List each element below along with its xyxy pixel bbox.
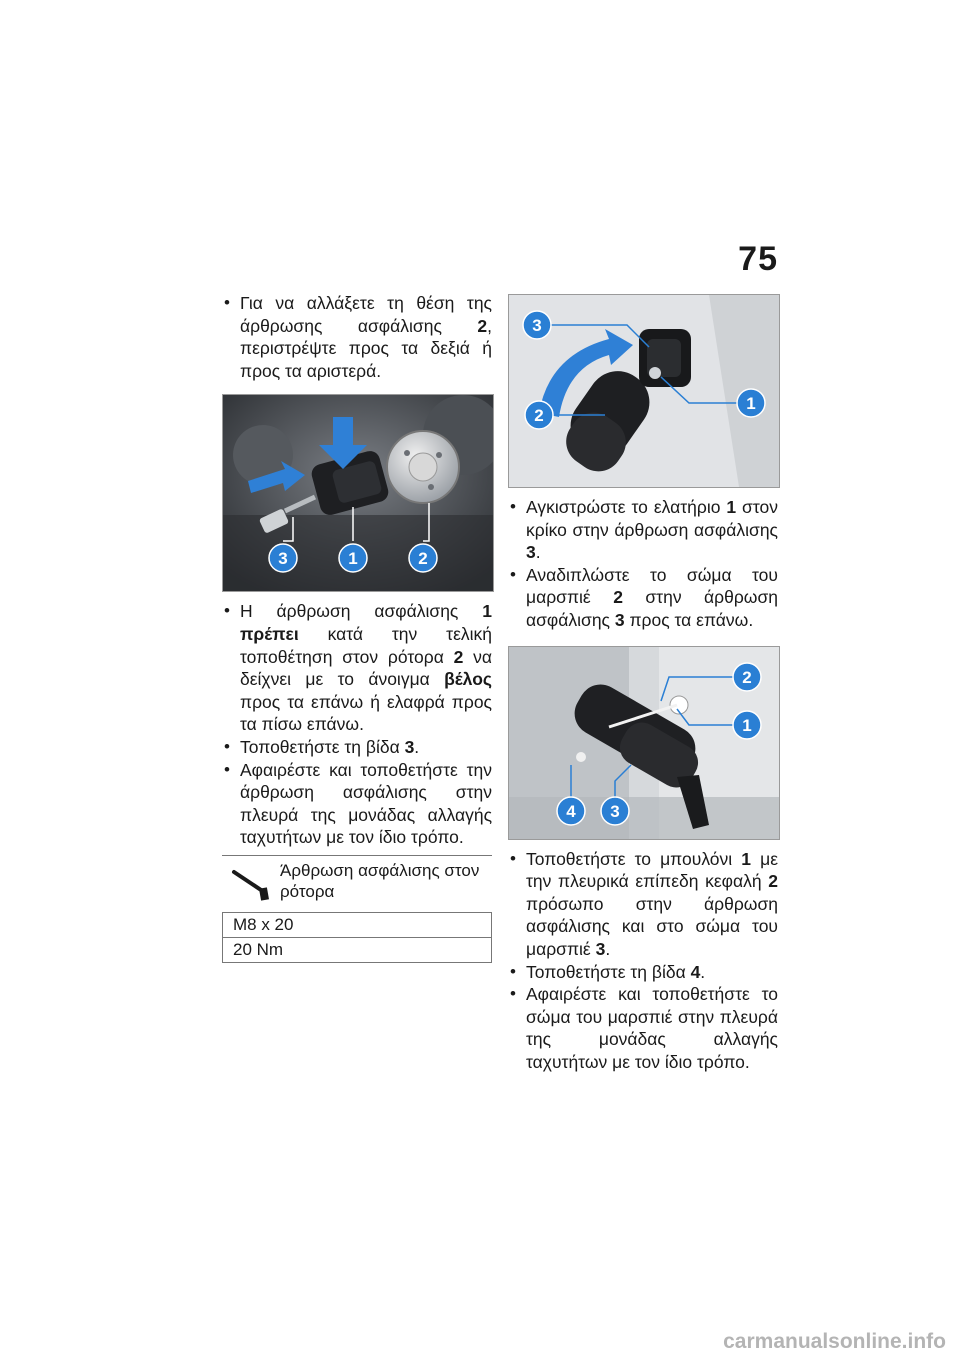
- torque-spec-header: [222, 856, 492, 913]
- badge-2: [409, 544, 437, 572]
- step-5: • Αγκιστρώστε το ελατήριο 1 στον κρίκο στην άρθρωση ασφάλισης 3.: [508, 496, 778, 564]
- left-column: [222, 292, 492, 963]
- spring-hook-illustration: [509, 295, 779, 487]
- right-column: [508, 292, 778, 1074]
- step-4: • Αφαιρέστε και τοποθετήστε την άρθρωση ασφάλισης στην πλευρά της μονάδας αλλαγής ταχυτήτων με τον ίδιο τρόπο.: [222, 759, 492, 849]
- step-9: • Αφαιρέστε και τοποθετήστε το σώμα του μαρσπιέ στην πλευρά της μονάδας αλλαγής ταχυτήτων με τον ίδιο τρόπο.: [508, 983, 778, 1073]
- svg-text:3: 3: [610, 801, 620, 821]
- svg-text:1: 1: [348, 549, 358, 569]
- figure-spring-hook: [508, 294, 780, 488]
- svg-text:1: 1: [742, 715, 752, 735]
- watermark: carmanualsonline.info: [723, 1330, 946, 1353]
- steps-list-left: [222, 292, 492, 382]
- torque-wrench-icon: [230, 868, 272, 902]
- badge-2: [525, 401, 553, 429]
- svg-text:4: 4: [566, 801, 576, 821]
- badge-3: [269, 544, 297, 572]
- badge-1: [339, 544, 367, 572]
- page-number: 75: [738, 240, 778, 278]
- svg-text:3: 3: [278, 549, 288, 569]
- svg-text:2: 2: [534, 406, 544, 425]
- svg-text:1: 1: [746, 394, 756, 413]
- steps-list-right: [508, 496, 778, 632]
- step-6: • Αναδιπλώστε το σώμα του μαρσπιέ 2 στην άρθρωση ασφάλισης 3 προς τα επάνω.: [508, 564, 778, 632]
- svg-text:3: 3: [532, 316, 542, 335]
- badge-1: [733, 711, 761, 739]
- step-8: • Τοποθετήστε τη βίδα 4.: [508, 961, 778, 984]
- badge-3: [523, 311, 551, 339]
- badge-2: [733, 663, 761, 691]
- step-7: • Τοποθετήστε το μπουλόνι 1 με την πλευρικά επίπεδη κεφαλή 2 πρόσωπο στην άρθρωση ασφάλισης και στο σώμα του μαρσπιέ 3.: [508, 848, 778, 961]
- step-1: • Για να αλλάξετε τη θέση της άρθρωσης ασφάλισης 2, περιστρέψτε προς τα δεξιά ή προς τα αριστερά.: [222, 292, 492, 382]
- steps-list-right-2: [508, 848, 778, 1074]
- svg-text:2: 2: [418, 549, 428, 569]
- torque-spec-label: Άρθρωση ασφάλισης στον ρότορα: [280, 860, 480, 901]
- figure-rotor-joint: [222, 394, 494, 592]
- svg-text:2: 2: [742, 667, 752, 687]
- torque-spec-value: 20 Nm: [222, 938, 492, 963]
- badge-1: [737, 389, 765, 417]
- figure-bolt-mount: [508, 646, 780, 840]
- steps-list-left-2: [222, 600, 492, 849]
- torque-spec-table: [222, 855, 492, 963]
- torque-spec-size: M8 x 20: [222, 913, 492, 938]
- bolt-mount-illustration: [509, 647, 779, 839]
- step-2: • Η άρθρωση ασφάλισης 1 πρέπει κατά την τελική τοποθέτηση στον ρότορα 2 να δείχνει με το άνοιγμα βέλος προς τα επάνω ή ελαφρά προς τα πίσω επάνω.: [222, 600, 492, 736]
- badge-4: [557, 797, 585, 825]
- badge-3: [601, 797, 629, 825]
- rotor-joint-illustration: [223, 395, 493, 591]
- step-3: • Τοποθετήστε τη βίδα 3.: [222, 736, 492, 759]
